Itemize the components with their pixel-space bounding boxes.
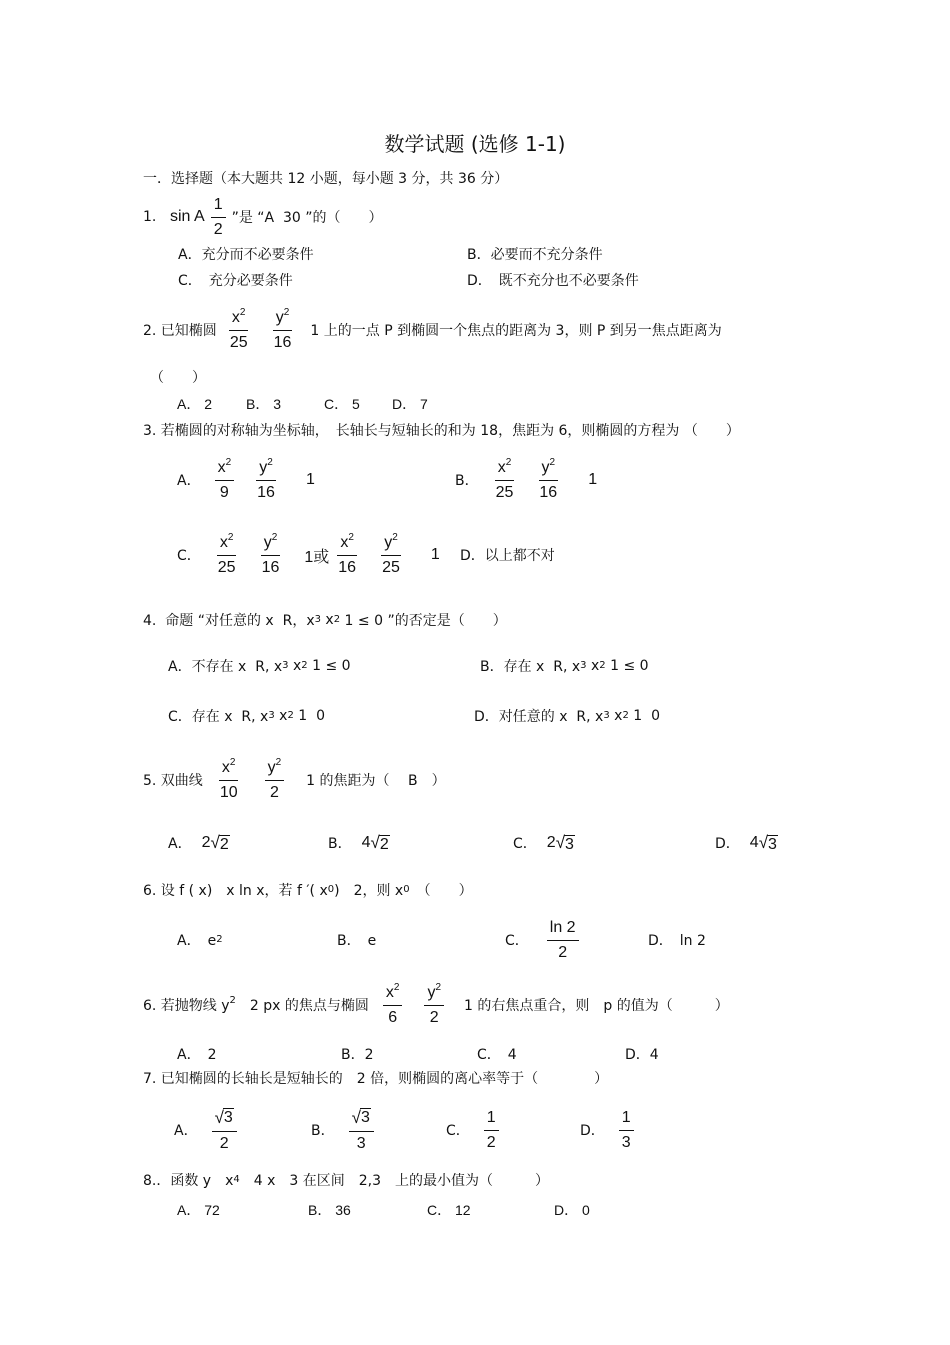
stem-text: 5. 双曲线 [143, 773, 203, 789]
option-c: C． $\frac{\ln 2}{2}$ [505, 910, 585, 970]
or-text: 1或 [304, 548, 330, 566]
stem-text: 1 上的一点 P 到椭圆一个焦点的距离为 3，则 P 到另一焦点距离为 [310, 323, 722, 339]
square-root: √ 3 [555, 833, 574, 853]
option-b: B． 3 [246, 396, 282, 412]
fraction [271, 306, 295, 351]
fraction: $\frac{1}{2}$ [484, 1110, 499, 1151]
equation-rhs: 1 [305, 471, 315, 488]
option-a: A． 72 [177, 1202, 220, 1218]
fraction: $\frac{y^2}{25}$ [382, 531, 400, 576]
question-3-options-ab [0, 450, 950, 510]
fraction: $\frac{y^2}{16}$ [257, 456, 275, 501]
option-c: C． $\frac{1}{2}$ [446, 1100, 505, 1160]
denominator: 2 [213, 220, 223, 238]
fraction: $\frac{x^2}{16}$ [338, 531, 357, 576]
fraction: $\frac{x^2}{25}$ [495, 456, 514, 501]
option-d: D． ln 2 [648, 933, 706, 949]
fraction: $\frac{x^2}{25}$ [217, 531, 236, 576]
option-label: B． [455, 473, 479, 489]
question-number: 1. [143, 209, 157, 225]
square-root: √ 2 [210, 833, 229, 853]
option-d: D．以上都不对 [460, 548, 555, 564]
option-b: B． e [337, 933, 377, 949]
fraction [227, 306, 251, 351]
fraction: $\frac{x^2}{10}$ [219, 756, 238, 801]
denominator: 16 [273, 333, 292, 351]
option-c: C． 4 [477, 1047, 517, 1063]
numerator: $x^2$ [229, 310, 249, 331]
option-a [177, 450, 315, 510]
option-b: B．必要而不充分条件 [467, 247, 603, 263]
option-c: C． 12 [427, 1202, 471, 1218]
option-a: A．不存在 x R, x 3 x 2 1 ≤ 0 [168, 658, 351, 675]
option-label: C． [177, 548, 201, 564]
option-b: B．存在 x R, x 3 x 2 1 ≤ 0 [480, 658, 649, 675]
fraction: $\frac{y^2}{2}$ [424, 985, 444, 1026]
fraction: $\frac{y^2}{2}$ [265, 760, 285, 801]
option-c: C． 5 [324, 396, 360, 412]
question-5 [0, 750, 950, 810]
denominator: 25 [229, 333, 248, 351]
fraction: $\frac{x^2}{9}$ [215, 460, 235, 501]
question-stem [143, 306, 722, 351]
question-6-options [0, 910, 950, 970]
fraction: $\frac{1}{3}$ [619, 1110, 634, 1151]
stem-text: 1 的右焦点重合，则 p 的值为（ ） [464, 998, 729, 1014]
option-a: A．充分而不必要条件 [178, 247, 314, 263]
question-stem: 6. 设 f ( x) x ln x，若 f ′( x 0 ) 2，则 x 0 （ ） [143, 883, 473, 899]
option-d: D． 既不充分也不必要条件 [467, 273, 639, 289]
stem-text: 6. 若抛物线 $y^2$ 2 px 的焦点与椭圆 [143, 995, 369, 1014]
option-b: B． 4 √ 2 [328, 833, 389, 853]
question-stem: 3. 若椭圆的对称轴为坐标轴， 长轴长与短轴长的和为 18，焦距为 6，则椭圆的方程为 （ ） [143, 423, 740, 439]
fraction: $\frac{y^2}{16}$ [261, 531, 280, 576]
option-d: D．对任意的 x R, x 3 x 2 1 0 [474, 708, 661, 725]
page-title: 数学试题 (选修 1-1) [384, 131, 566, 156]
section-heading: 一．选择题（本大题共 12 小题，每小题 3 分，共 36 分） [143, 171, 509, 187]
question-stem [143, 756, 446, 801]
fraction: $\frac{\ln 2}{2}$ [547, 920, 579, 961]
option-b: B． 36 [308, 1202, 351, 1218]
option-a: A． √ 3 2 [174, 1100, 243, 1160]
option-b: B．2 [341, 1047, 374, 1063]
stem-text: ”是 “A 30 ”的（ ） [231, 210, 383, 226]
option-a: A． 2 [177, 1047, 217, 1063]
fraction: $\frac{x^2}{6}$ [383, 985, 403, 1026]
option-d: D． $\frac{1}{3}$ [580, 1100, 640, 1160]
question-stem [143, 981, 729, 1026]
numerator: $y^2$ [273, 310, 293, 331]
stem-text: 1 的焦距为（ B ） [306, 773, 446, 789]
answer-paren: （ ） [150, 370, 206, 386]
question-4-options-cd [0, 686, 950, 746]
option-label: A． [177, 473, 201, 489]
question-3-options-cd [0, 525, 950, 585]
option-c [177, 525, 440, 585]
option-d: D．4 [625, 1047, 659, 1063]
option-b: B． √ 3 3 [311, 1100, 380, 1160]
fraction: √ 3 2 [212, 1108, 237, 1152]
square-root: √ 3 [758, 833, 777, 853]
option-c: C． 充分必要条件 [178, 273, 293, 289]
option-c: C．存在 x R, x 3 x 2 1 0 [168, 708, 325, 725]
option-a: A． 2 √ 2 [168, 833, 229, 853]
square-root: √ 2 [370, 833, 389, 853]
numerator: 1 [211, 197, 226, 218]
fraction: $\frac{y^2}{16}$ [539, 456, 558, 501]
fraction: √ 3 3 [349, 1108, 374, 1152]
question-stem: 7. 已知椭圆的长轴长是短轴长的 2 倍，则椭圆的离心率等于（ ） [143, 1071, 609, 1087]
option-b [455, 450, 597, 510]
option-c: C． 2 √ 3 [513, 833, 574, 853]
option-d: D． 7 [392, 396, 428, 412]
question-7 [0, 1048, 950, 1108]
option-a: A． e 2 [177, 933, 223, 949]
equation-rhs: 1 [588, 471, 598, 488]
option-d: D． 4 √ 3 [715, 833, 777, 853]
question-stem: 4. 命题 “对任意的 x R，x 3 x 2 1 ≤ 0 ”的否定是（ ） [143, 612, 507, 629]
question-stem: 8.．函数 y x 4 4 x 3 在区间 2,3 上的最小值为（ ） [143, 1173, 550, 1189]
stem-text: 2. 已知椭圆 [143, 323, 217, 339]
option-a: A． 2 [177, 396, 213, 412]
option-d: D． 0 [554, 1202, 590, 1218]
question-8-options [0, 1180, 950, 1240]
equation-rhs: 1 [430, 546, 440, 563]
math-expression: sin A [170, 208, 205, 225]
